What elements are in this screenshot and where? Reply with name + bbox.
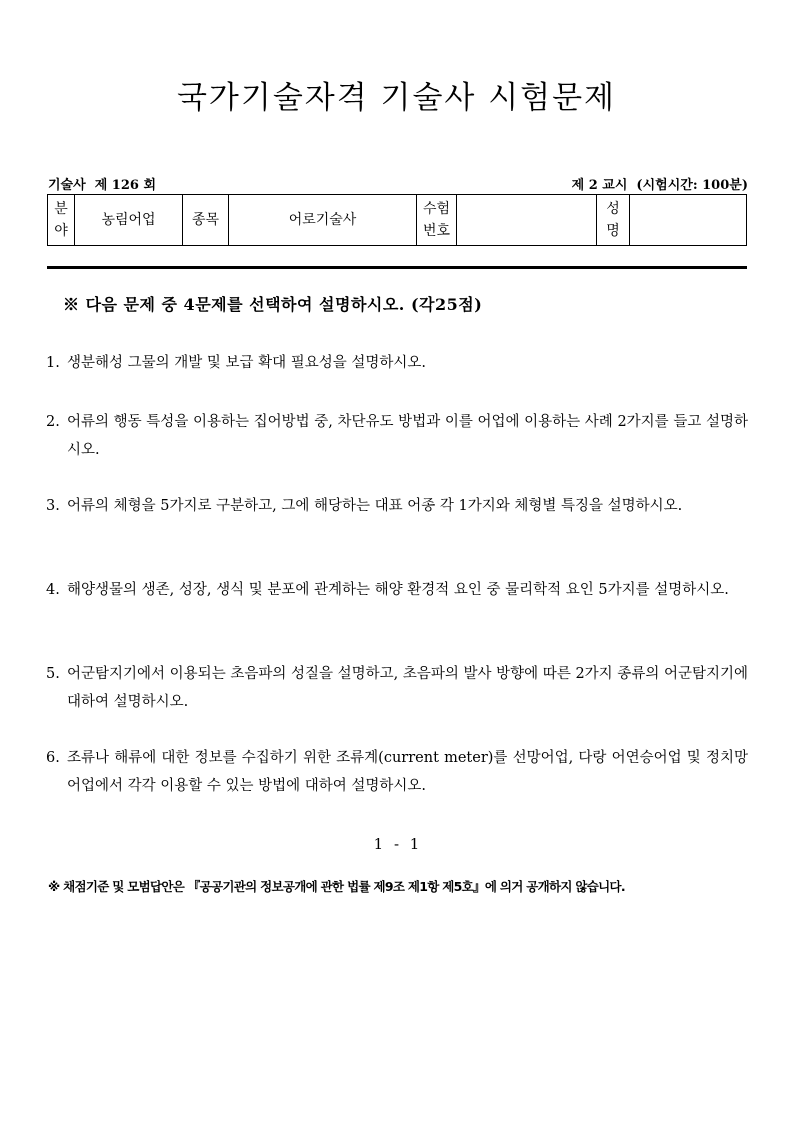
header-divider [47,266,747,269]
question-text: 어류의 행동 특성을 이용하는 집어방법 중, 차단유도 방법과 이를 어업에 이용하는 사례 2가지를 들고 설명하시오. [67,414,748,458]
question-number: 3. [46,498,60,514]
exam-number-field[interactable] [457,195,597,246]
question-item [46,492,748,576]
question-text: 해양생물의 생존, 성장, 생식 및 분포에 관계하는 해양 환경적 요인 중 물리학적 요인 5가지를 설명하시오. [67,582,729,598]
instruction: ※ 다음 문제 중 4문제를 선택하여 설명하시오. (각25점) [63,295,483,314]
field-label-cell [48,195,75,246]
page-number: 1 - 1 [373,835,420,853]
question-text: 생분해성 그물의 개발 및 보급 확대 필요성을 설명하시오. [67,355,427,371]
page-title: 국가기술자격 기술사 시험문제 [176,80,616,116]
question-item [46,576,748,660]
exam-number-label-cell [417,195,457,246]
question-list [46,349,748,800]
exam-info-table [47,194,747,246]
field-label: 분야 [54,201,68,239]
question-item [46,408,748,492]
question-number: 2. [46,414,60,430]
exam-number-label: 수험번호 [422,201,451,239]
question-text: 어군탐지기에서 이용되는 초음파의 성질을 설명하고, 초음파의 발사 방향에 따른 2가지 종류의 어군탐지기에 대하여 설명하시오. [67,666,748,710]
exam-round: 기술사 제 126 회 [48,178,157,193]
question-number: 6. [46,750,60,766]
category-value: 어로기술사 [229,195,417,246]
name-label-cell [597,195,630,246]
question-item [46,660,748,744]
question-text: 어류의 체형을 5가지로 구분하고, 그에 해당하는 대표 어종 각 1가지와 체형별 특징을 설명하시오. [67,498,683,514]
exam-session: 제 2 교시 (시험시간: 100분) [571,178,748,193]
category-label: 종목 [183,195,229,246]
question-number: 5. [46,666,60,682]
question-text: 조류나 해류에 대한 정보를 수집하기 위한 조류계(current meter)를 선망어업, 다랑 어연승어업 및 정치망어업에서 각각 이용할 수 있는 방법에 대하여 설명하시오. [67,750,748,794]
field-value: 농림어업 [75,195,183,246]
question-item [46,744,748,800]
name-field[interactable] [630,195,747,246]
question-number: 1. [46,355,60,371]
grading-notice: ※ 채점기준 및 모범답안은 『공공기관의 정보공개에 관한 법률 제9조 제1항 제5호』에 의거 공개하지 않습니다. [48,879,625,894]
question-item [46,349,748,408]
name-label: 성명 [606,201,620,239]
question-number: 4. [46,582,60,598]
